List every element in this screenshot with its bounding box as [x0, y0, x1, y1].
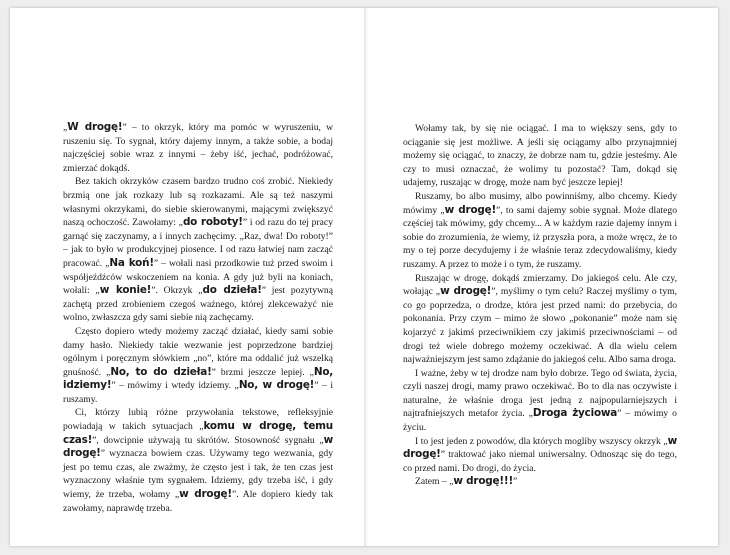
bold-phrase: w drogę!	[403, 434, 677, 461]
text-run: ”. Ale dopiero kiedy tak zawołamy, naprawdę trzeba.	[63, 489, 333, 514]
text-run: ” – mówimy i wtedy idziemy. „	[111, 380, 239, 392]
paragraph	[403, 475, 677, 489]
left-page-text	[63, 121, 333, 515]
bold-phrase: w drogę!!!	[453, 475, 513, 488]
paragraph	[403, 122, 677, 190]
bold-phrase: Na koń!	[109, 256, 154, 269]
text-run: Ruszamy, bo albo musimy, albo powinniśmy, albo chcemy. Kiedy mówimy „	[403, 190, 677, 216]
bold-phrase: No, to do dzieła!	[110, 365, 212, 378]
text-run: ”	[512, 476, 518, 488]
right-page-text	[403, 122, 677, 489]
text-run: Ci, którzy lubią różne przywołania tekstowe, refleksyjnie powiadają w takich sytuacjach „	[63, 407, 333, 433]
bold-phrase: Droga życiowa	[532, 407, 618, 420]
paragraph	[63, 406, 333, 515]
text-run: I ważne, żeby w tej drodze nam było dobrze. Tego od świata, życia, czyli naszej drogi, mamy prawo oczekiwać. Bo to dla nas oczywiste i naturalne, że właśnie droga jest jedną z najpopularniejszych i najtrafniejszych metafor życia. „	[403, 367, 677, 420]
bold-phrase: w drogę!	[63, 433, 333, 460]
text-run: ”, dowcipnie używają tu skrótów. Stosowność sygnału „	[92, 434, 324, 446]
text-run: ”. Okrzyk „	[151, 285, 203, 297]
text-run: ” – i ruszamy.	[63, 380, 333, 405]
text-run: ”, myślimy o tym celu? Raczej myślimy o tym, co go poprzedza, o drodze, która jest przed nami: do przebycia, do pokonania. Przy czym – mimo że słowo „pokonanie” może nam się kojarzyć z jakimś przeciwnikiem czy jakimiś przeciwnościami – od drogi też wiele dobrego możemy oczekiwać. A dla wielu celem najważniejszym jest samo zdążanie do jakiegoś celu. Albo sama droga.	[403, 286, 678, 366]
paragraph	[403, 190, 677, 272]
paragraph	[403, 272, 677, 367]
text-run: ”, to sami dajemy sobie sygnał. Może dlatego częściej tak mówimy, gdy chcemy... A w każdym razie dajemy innym i sobie do zrozumienia, że wiemy, iż przyszła pora, a może wręcz, że to my o tej porze decydujemy i że właśnie teraz zdecydowaliśmy, kiedy ruszamy. A przez to może i o tym, że ruszamy.	[403, 204, 677, 270]
bold-phrase: No, w drogę!	[238, 379, 315, 392]
paragraph	[403, 367, 677, 435]
paragraph	[63, 175, 333, 325]
paragraph	[63, 325, 333, 407]
bold-phrase: komu w drogę, temu czas!	[63, 420, 333, 446]
text-run: Zatem – „	[415, 476, 454, 488]
bold-phrase: No, idziemy!	[63, 365, 334, 392]
bold-phrase: w drogę!	[440, 285, 492, 298]
text-run: ” – to okrzyk, który ma pomóc w wyruszeniu, w ruszeniu się. To sygnał, który dajemy innym, a także sobie, a bodaj najczęściej sobie wraz z innymi – żeby iść, jechać, podróżować, zmierzać dokądś.	[63, 122, 333, 174]
text-run: ” brzmi jeszcze lepiej. „	[211, 366, 314, 378]
bold-phrase: do dzieła!	[202, 284, 262, 297]
text-run: Wołamy tak, by się nie ociągać. I ma to większy sens, gdy to ociąganie się jest możliwe. A jeśli się ociągamy albo przynajmniej możemy się ociągać, to znaczy, że dobrze nam tu, gdzie jesteśmy. Ale czy to musi oznaczać, że wolimy tu pozostać? Tam, dokąd się udajemy, ruszając w drogę, może nam być jeszcze lepiej!	[403, 123, 677, 189]
paragraph	[403, 435, 677, 476]
text-run: ” wyznacza bowiem czas. Używamy tego wezwania, gdy jest po temu czas, ale zważmy, że często jest i tak, że ten czas jest wyznaczony właśnie tym sygnałem. Idziemy, gdy trzeba iść, i gdy wiemy, że trzeba, wołamy „	[63, 448, 333, 501]
bold-phrase: do roboty!	[182, 216, 243, 229]
text-run: ” – mówimy o życiu.	[403, 408, 677, 434]
text-run: Bez takich okrzyków czasem bardzo trudno coś zrobić. Niekiedy brzmią one jak rozkazy lub są rozkazami. Ale są też naszymi własnymi okrzykami, do siebie skierowanymi, mającymi zwiększyć naszą ochoczość. Zawołamy: „	[63, 176, 333, 229]
bold-phrase: w konie!	[99, 284, 152, 297]
text-run: ” – wołali nasi przodkowie tuż przed swoim i współjeźdźców wskoczeniem na konia. A gdy już byli na koniach, wołali: „	[63, 257, 333, 297]
bold-phrase: W drogę!	[67, 121, 123, 133]
paragraph	[63, 121, 333, 175]
book-spread	[10, 8, 718, 546]
text-run: ” traktować jako niemal uniwersalny. Odnosząc się do tego, co przed nami. Do drogi, do życia.	[403, 449, 677, 474]
bold-phrase: w drogę!	[179, 488, 232, 501]
text-run: ” i od razu do tej pracy garnąć się zaczynamy, a i innych zachęcimy. „Raz, dwa! Do roboty!” – jak to było w produkcyjnej piosence. I od razu łatwiej nam zacząć pracować. „	[63, 217, 333, 269]
text-run: „	[63, 122, 68, 133]
left-page	[10, 8, 364, 546]
text-run: Często dopiero wtedy możemy zacząć działać, kiedy sami sobie damy hasło. Niekiedy takie wezwanie jest poprzedzone bardziej ogólnym i poręcznym słówkiem „no”, które ma oddalić już wszelką gnuśność. „	[63, 325, 333, 378]
text-run: ” jest pozytywną zachętą przed zrobieniem czegoś ważnego, której zlekceważyć nie wolno, zwłaszcza gdy sami siebie nią zachęcamy.	[63, 285, 333, 324]
right-page	[366, 8, 720, 546]
text-run: I to jest jeden z powodów, dla których mogliby wszyscy okrzyk „	[415, 435, 668, 447]
bold-phrase: w drogę!	[444, 203, 497, 216]
text-run: Ruszając w drogę, dokądś zmierzamy. Do jakiegoś celu. Ale czy, wołając „	[403, 272, 677, 298]
